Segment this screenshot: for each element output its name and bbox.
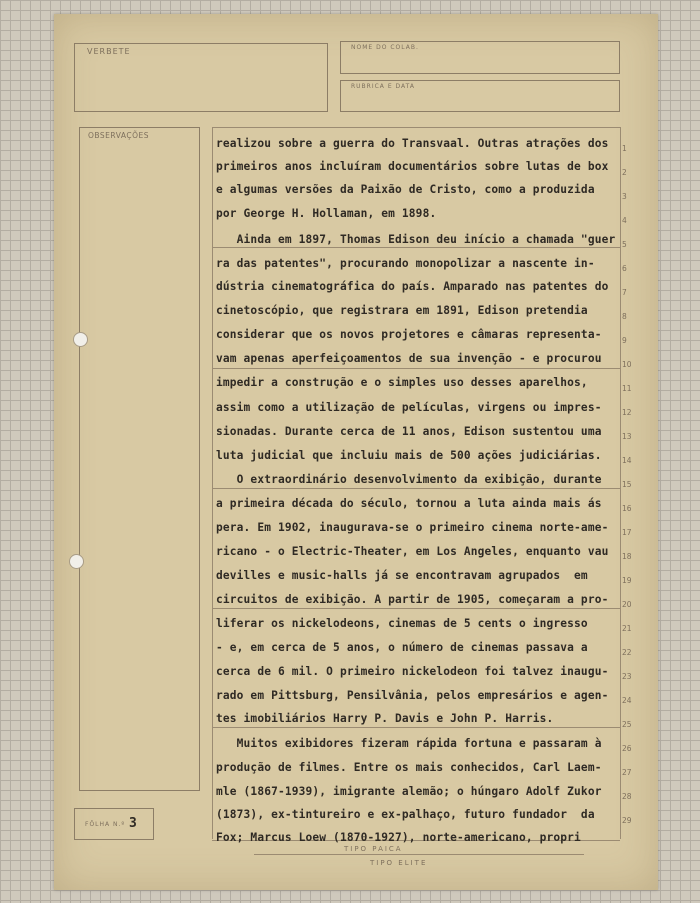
text-line: assim como a utilização de películas, virgens ou impres- [216, 401, 602, 414]
observacoes-label: OBSERVAÇÕES [88, 131, 150, 140]
line-number: 21 [622, 624, 632, 633]
line-number: 6 [622, 264, 627, 273]
line-number: 14 [622, 456, 632, 465]
line-number: 17 [622, 528, 632, 537]
rubrica-data-label: RUBRICA E DATA [351, 83, 415, 90]
line-number: 24 [622, 696, 632, 705]
folha-box [74, 808, 154, 840]
tipo-paica-label: TIPO PAICA [344, 845, 403, 853]
text-line: devilles e music-halls já se encontravam agrupados em [216, 569, 588, 582]
text-line: a primeira década do século, tornou a luta ainda mais ás [216, 497, 602, 510]
text-line: circuitos de exibição. A partir de 1905, começaram a pro- [216, 593, 609, 606]
text-area-left-border [212, 127, 213, 839]
line-number: 16 [622, 504, 632, 513]
observacoes-box [79, 127, 200, 791]
text-line: (1873), ex-tintureiro e ex-palhaço, futuro fundador da [216, 808, 595, 821]
text-line: considerar que os novos projetores e câmaras representa- [216, 328, 602, 341]
text-line: e algumas versões da Paixão de Cristo, como a produzida [216, 183, 595, 196]
text-area-right-border [620, 127, 621, 839]
line-number: 28 [622, 792, 632, 801]
punch-hole-bottom [69, 554, 84, 569]
folha-number: 3 [129, 816, 137, 831]
text-line: tes imobiliários Harry P. Davis e John P. Harris. [216, 712, 554, 725]
text-line: rado em Pittsburg, Pensilvânia, pelos empresários e agen- [216, 689, 609, 702]
text-line: - e, em cerca de 5 anos, o número de cinemas passava a [216, 641, 588, 654]
line-number: 23 [622, 672, 632, 681]
text-line: sionadas. Durante cerca de 11 anos, Edison sustentou uma [216, 425, 602, 438]
line-number: 22 [622, 648, 632, 657]
line-number: 4 [622, 216, 627, 225]
tipo-elite-label: TIPO ELITE [370, 859, 428, 867]
text-area-top-rule [212, 127, 620, 128]
text-line: impedir a construção e o simples uso desses aparelhos, [216, 376, 588, 389]
text-line: produção de filmes. Entre os mais conhecidos, Carl Laem- [216, 761, 602, 774]
folha-label: FÔLHA N.º [85, 821, 126, 828]
line-number: 2 [622, 168, 627, 177]
nome-colab-label: NOME DO COLAB. [351, 44, 419, 51]
line-number: 25 [622, 720, 632, 729]
text-line: Ainda em 1897, Thomas Edison deu início a chamada "guer [216, 233, 616, 246]
text-line: Fox; Marcus Loew (1870-1927), norte-americano, propri [216, 831, 581, 844]
verbete-box [74, 43, 328, 112]
line-number: 1 [622, 144, 627, 153]
text-line: O extraordinário desenvolvimento da exibição, durante [216, 473, 602, 486]
line-number: 20 [622, 600, 632, 609]
text-line: vam apenas aperfeiçoamentos de sua invenção - e procurou [216, 352, 602, 365]
line-number: 12 [622, 408, 632, 417]
text-line: primeiros anos incluíram documentários sobre lutas de box [216, 160, 609, 173]
typewritten-sheet [54, 14, 658, 890]
nome-colab-box [340, 41, 620, 74]
line-number: 3 [622, 192, 627, 201]
line-number: 29 [622, 816, 632, 825]
line-number: 10 [622, 360, 632, 369]
text-line: liferar os nickelodeons, cinemas de 5 cents o ingresso [216, 617, 588, 630]
text-line: luta judicial que incluiu mais de 500 ações judiciárias. [216, 449, 602, 462]
text-line: dústria cinematográfica do país. Amparado nas patentes do [216, 280, 609, 293]
text-line: mle (1867-1939), imigrante alemão; o húngaro Adolf Zukor [216, 785, 602, 798]
line-number: 11 [622, 384, 632, 393]
rubrica-data-box [340, 80, 620, 112]
verbete-label: VERBETE [87, 47, 131, 56]
text-line: realizou sobre a guerra do Transvaal. Outras atrações dos [216, 137, 609, 150]
line-number: 18 [622, 552, 632, 561]
text-line: cinetoscópio, que registrara em 1891, Edison pretendia [216, 304, 588, 317]
footer-rule [254, 854, 584, 855]
text-line: Muitos exibidores fizeram rápida fortuna e passaram à [216, 737, 602, 750]
text-line: pera. Em 1902, inaugurava-se o primeiro cinema norte-ame- [216, 521, 609, 534]
punch-hole-top [73, 332, 88, 347]
line-number: 27 [622, 768, 632, 777]
text-line: ra das patentes", procurando monopolizar a nascente in- [216, 257, 595, 270]
text-line: cerca de 6 mil. O primeiro nickelodeon foi talvez inaugu- [216, 665, 609, 678]
text-line: por George H. Hollaman, em 1898. [216, 207, 437, 220]
line-number: 8 [622, 312, 627, 321]
line-number: 26 [622, 744, 632, 753]
line-number: 9 [622, 336, 627, 345]
line-number: 13 [622, 432, 632, 441]
line-number: 19 [622, 576, 632, 585]
line-number: 15 [622, 480, 632, 489]
line-number: 5 [622, 240, 627, 249]
text-line: ricano - o Electric-Theater, em Los Angeles, enquanto vau [216, 545, 609, 558]
line-number: 7 [622, 288, 627, 297]
